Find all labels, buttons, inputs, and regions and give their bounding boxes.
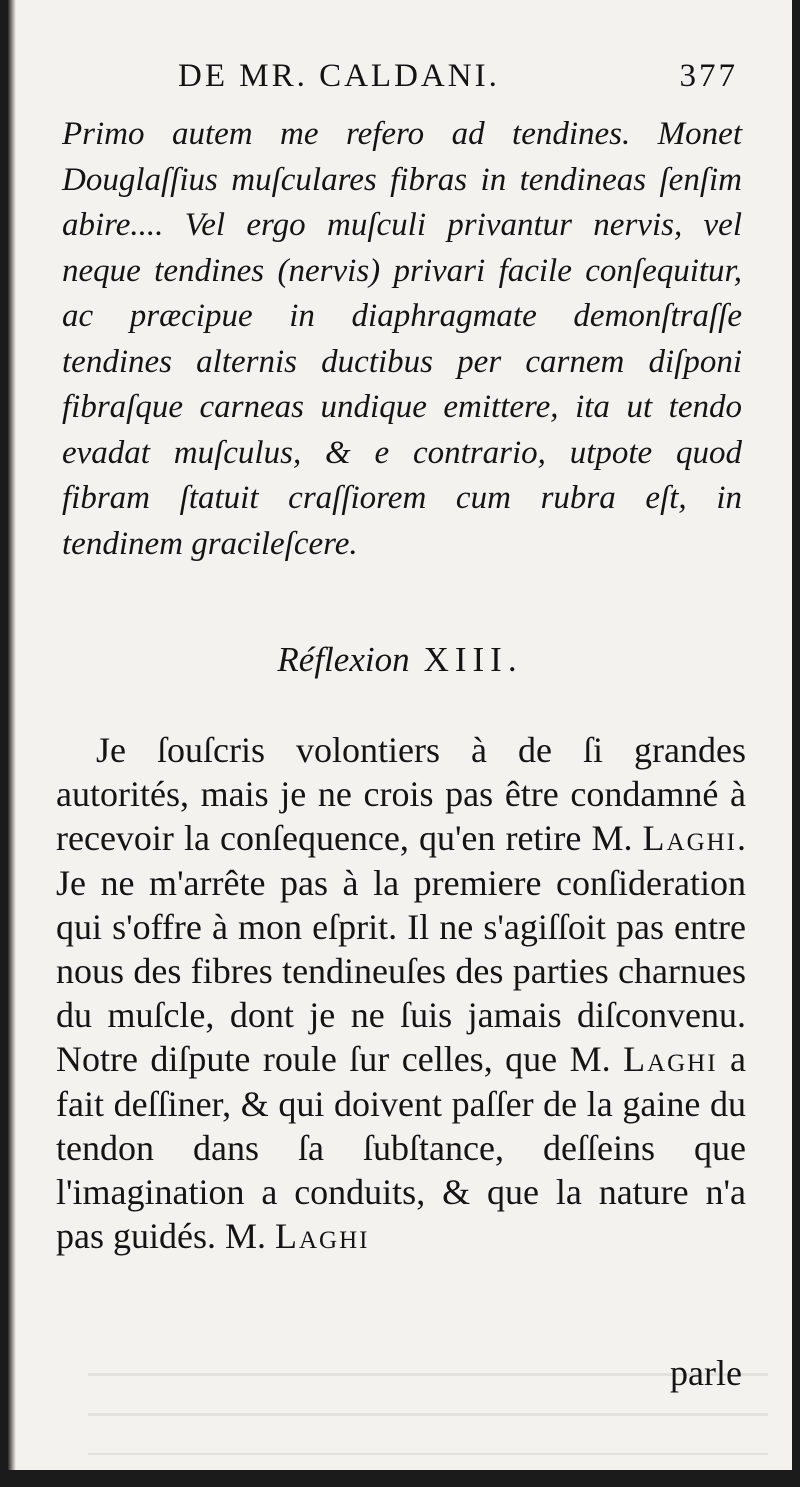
quoted-passage [62,112,742,567]
section-heading-numeral: XIII. [423,640,523,679]
section-heading-word: Réflexion [277,640,410,679]
gutter-shadow [8,0,16,1470]
author-name: Laghi [275,1216,370,1257]
page-number: 377 [679,58,738,94]
quote-paragraph: Primo autem me refero ad tendines. Monet Douglaſſius muſculares fibras in tendineas ſenſim abire.... Vel ergo muſculi privantur nervis, vel neque tendines (nervis) privari facile conſequitur, ac præcipue in diaphragmate demonſtraſſe tendines alternis ductibus per carnem diſponi fibraſque carneas undique emittere, ita ut tendo evadat muſculus, & e contrario, utpote quod fibram ſtatuit craſſiorem cum rubra eſt, in tendinem gracileſcere. [62,116,742,562]
running-header [178,58,738,98]
catchword: parle [670,1353,742,1393]
section-heading [8,640,792,680]
body-text-part-2: . Je ne m'arrête pas à la premiere conſideration qui s'offre à mon eſprit. Il ne s'agiſſoit pas entre nous des fibres tendineuſes des parties charnues du muſcle, dont je ne ſuis jamais diſconvenu. Notre diſpute roule ſur celles, que M. [56,818,747,1080]
book-page [8,0,792,1470]
running-title: DE MR. CALDANI. [178,58,500,94]
body-text-part-3: a fait deſſiner, & qui doivent paſſer de la gaine du tendon dans ſa ſubſtance, deſſeins que l'imagination a conduits, & que la nature n'a pas guidés. M. [56,1039,747,1257]
body-text-part-1: Je ſouſcris volontiers à de ſi grandes autorités, mais je ne crois pas être condamné à recevoir la conſequence, qu'en retire M. [56,730,746,859]
author-name: Laghi [642,818,738,859]
body-paragraph [56,728,746,1258]
body-text [56,728,746,1258]
show-through-text [88,1355,768,1455]
author-name: Laghi [623,1039,718,1080]
